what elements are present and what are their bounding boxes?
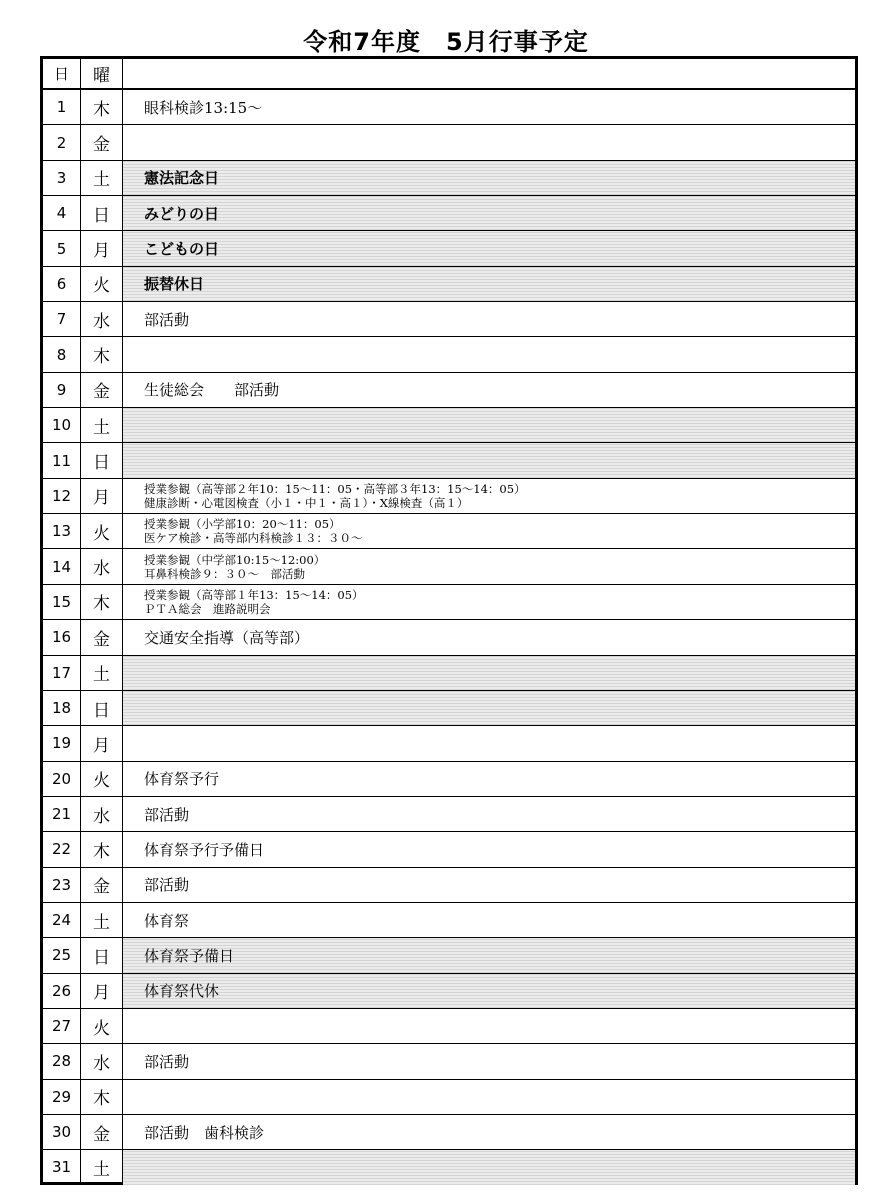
event-cell: [123, 1150, 855, 1184]
event-cell: [123, 443, 855, 477]
table-row: [43, 513, 855, 548]
page-title: 令和7年度 5月行事予定: [303, 28, 589, 56]
day-cell: 4: [43, 196, 81, 230]
table-row: [43, 690, 855, 725]
event-text: 部活動 歯科検診: [144, 1123, 265, 1142]
table-row: [43, 372, 855, 407]
day-cell: 29: [43, 1080, 81, 1114]
day-cell: 27: [43, 1009, 81, 1043]
table-row: [43, 1149, 855, 1184]
table-row: [43, 230, 855, 265]
weekday-cell: 日: [81, 196, 123, 230]
day-cell: 21: [43, 797, 81, 831]
table-body: [43, 89, 855, 1185]
event-cell: [123, 408, 855, 442]
table-row: [43, 407, 855, 442]
day-cell: 12: [43, 479, 81, 513]
event-text: 憲法記念日: [144, 169, 220, 188]
day-cell: 6: [43, 267, 81, 301]
event-text: 体育祭: [144, 911, 190, 930]
event-cell: [123, 620, 855, 654]
header-weekday: 曜: [81, 59, 123, 88]
day-cell: 3: [43, 161, 81, 195]
weekday-cell: 土: [81, 161, 123, 195]
table-row: [43, 89, 855, 124]
event-text: 授業参観（高等部２年10：15～11：05・高等部３年13：15～14：05）: [144, 481, 526, 496]
weekday-cell: 土: [81, 656, 123, 690]
table-row: [43, 831, 855, 866]
weekday-cell: 金: [81, 1115, 123, 1149]
table-row: [43, 1114, 855, 1149]
day-cell: 13: [43, 514, 81, 548]
event-text: 体育祭予備日: [144, 946, 235, 965]
table-header-row: [43, 59, 855, 89]
weekday-cell: 金: [81, 868, 123, 902]
weekday-cell: 木: [81, 1080, 123, 1114]
event-text: 部活動: [144, 876, 190, 895]
event-text: みどりの日: [144, 204, 220, 223]
table-row: [43, 937, 855, 972]
event-cell: [123, 231, 855, 265]
event-cell: [123, 691, 855, 725]
day-cell: 18: [43, 691, 81, 725]
event-cell: [123, 1009, 855, 1043]
day-cell: 26: [43, 974, 81, 1008]
event-text: 生徒総会 部活動: [144, 381, 280, 400]
table-row: [43, 1079, 855, 1114]
event-cell: [123, 903, 855, 937]
event-cell: [123, 1115, 855, 1149]
event-text: こどもの日: [144, 240, 220, 259]
day-cell: 28: [43, 1044, 81, 1078]
event-text: 授業参観（中学部10:15～12:00）: [144, 552, 326, 567]
event-cell: [123, 302, 855, 336]
weekday-cell: 土: [81, 903, 123, 937]
weekday-cell: 木: [81, 832, 123, 866]
table-row: [43, 902, 855, 937]
day-cell: 31: [43, 1150, 81, 1184]
weekday-cell: 月: [81, 974, 123, 1008]
day-cell: 19: [43, 726, 81, 760]
event-text: 部活動: [144, 805, 190, 824]
event-text: 健康診断・心電図検査（小１・中１・高１）・X線検査（高１）: [144, 495, 469, 510]
schedule-table: [40, 56, 858, 1185]
event-cell: [123, 125, 855, 159]
weekday-cell: 日: [81, 938, 123, 972]
table-row: [43, 584, 855, 619]
event-text: 交通安全指導（高等部）: [144, 628, 310, 647]
header-day: 日: [43, 59, 81, 88]
event-cell: [123, 832, 855, 866]
event-text: 授業参観（小学部10：20～11：05）: [144, 517, 341, 532]
event-cell: [123, 938, 855, 972]
event-cell: [123, 1080, 855, 1114]
event-cell: [123, 267, 855, 301]
day-cell: 9: [43, 373, 81, 407]
event-text: ＰＴＡ総会 進路説明会: [144, 601, 271, 616]
weekday-cell: 木: [81, 337, 123, 371]
weekday-cell: 木: [81, 90, 123, 124]
table-row: [43, 867, 855, 902]
day-cell: 8: [43, 337, 81, 371]
event-cell: [123, 868, 855, 902]
table-row: [43, 619, 855, 654]
day-cell: 1: [43, 90, 81, 124]
day-cell: 11: [43, 443, 81, 477]
day-cell: 7: [43, 302, 81, 336]
weekday-cell: 木: [81, 585, 123, 619]
table-row: [43, 160, 855, 195]
event-text: 眼科検診13:15～: [144, 98, 263, 117]
table-row: [43, 478, 855, 513]
weekday-cell: 火: [81, 1009, 123, 1043]
weekday-cell: 日: [81, 691, 123, 725]
weekday-cell: 金: [81, 620, 123, 654]
weekday-cell: 火: [81, 267, 123, 301]
event-text: 部活動: [144, 1052, 190, 1071]
day-cell: 24: [43, 903, 81, 937]
table-row: [43, 973, 855, 1008]
day-cell: 5: [43, 231, 81, 265]
event-text: 体育祭代休: [144, 982, 220, 1001]
event-text: 体育祭予行: [144, 770, 220, 789]
day-cell: 2: [43, 125, 81, 159]
event-cell: [123, 196, 855, 230]
table-row: [43, 442, 855, 477]
table-row: [43, 301, 855, 336]
table-row: [43, 195, 855, 230]
event-cell: [123, 373, 855, 407]
table-row: [43, 336, 855, 371]
weekday-cell: 水: [81, 302, 123, 336]
event-cell: [123, 726, 855, 760]
table-row: [43, 266, 855, 301]
weekday-cell: 土: [81, 1150, 123, 1184]
event-cell: [123, 161, 855, 195]
event-text: 授業参観（高等部１年13：15～14：05）: [144, 587, 364, 602]
event-cell: [123, 974, 855, 1008]
event-cell: [123, 337, 855, 371]
table-row: [43, 1008, 855, 1043]
table-row: [43, 655, 855, 690]
day-cell: 15: [43, 585, 81, 619]
event-cell: [123, 797, 855, 831]
table-row: [43, 796, 855, 831]
day-cell: 16: [43, 620, 81, 654]
weekday-cell: 日: [81, 443, 123, 477]
event-cell: [123, 585, 855, 619]
event-cell: [123, 90, 855, 124]
day-cell: 10: [43, 408, 81, 442]
header-events: [123, 59, 855, 88]
table-row: [43, 1043, 855, 1078]
weekday-cell: 火: [81, 762, 123, 796]
event-text: 耳鼻科検診９：３０～ 部活動: [144, 566, 305, 581]
table-row: [43, 725, 855, 760]
weekday-cell: 金: [81, 125, 123, 159]
weekday-cell: 水: [81, 1044, 123, 1078]
weekday-cell: 金: [81, 373, 123, 407]
day-cell: 23: [43, 868, 81, 902]
event-text: 医ケア検診・高等部内科検診１３：３０～: [144, 531, 363, 546]
day-cell: 22: [43, 832, 81, 866]
event-cell: [123, 479, 855, 513]
day-cell: 17: [43, 656, 81, 690]
event-cell: [123, 656, 855, 690]
event-text: 体育祭予行予備日: [144, 840, 265, 859]
event-cell: [123, 514, 855, 548]
weekday-cell: 月: [81, 231, 123, 265]
weekday-cell: 水: [81, 797, 123, 831]
event-cell: [123, 762, 855, 796]
table-row: [43, 761, 855, 796]
event-text: 振替休日: [144, 275, 205, 294]
day-cell: 20: [43, 762, 81, 796]
weekday-cell: 火: [81, 514, 123, 548]
event-cell: [123, 1044, 855, 1078]
weekday-cell: 月: [81, 479, 123, 513]
event-cell: [123, 549, 855, 583]
weekday-cell: 土: [81, 408, 123, 442]
table-row: [43, 548, 855, 583]
day-cell: 30: [43, 1115, 81, 1149]
event-text: 部活動: [144, 310, 190, 329]
table-row: [43, 124, 855, 159]
day-cell: 14: [43, 549, 81, 583]
day-cell: 25: [43, 938, 81, 972]
weekday-cell: 月: [81, 726, 123, 760]
weekday-cell: 水: [81, 549, 123, 583]
